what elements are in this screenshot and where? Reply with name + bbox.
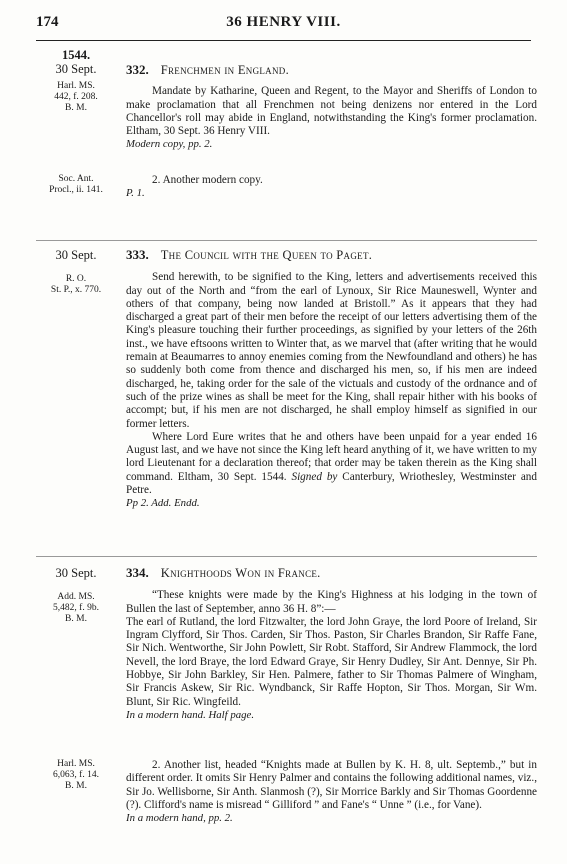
entry-text: Mandate by Katharine, Queen and Regent, to the Mayor and Sheriffs of London to make proclamation that all Frenchmen not being denizens nor entered in the Lord Chancellor's roll may abide in England, notwithstanding the King's former proclamation. Eltham, 30 Sept. 36 Henry VIII. <box>126 85 537 138</box>
signatories: Canterbury, Wriothesley, Westminster and Petre. <box>126 470 537 497</box>
entry-332 <box>36 48 537 228</box>
source-reference <box>36 274 116 296</box>
entry-body <box>126 566 537 722</box>
entry-number: 333. <box>126 247 149 262</box>
entry-text-2: 2. Another modern copy. <box>152 174 263 186</box>
header-rule <box>36 40 531 41</box>
entry-paragraph-2 <box>126 431 537 497</box>
source-line: B. M. <box>65 781 87 791</box>
entry-note: Pp 2. Add. Endd. <box>126 497 200 510</box>
entry-note: Modern copy, pp. 2. <box>126 138 213 151</box>
source-reference <box>36 81 116 114</box>
entry-number: 332. <box>126 62 149 77</box>
source-line: Add. MS. <box>57 592 95 602</box>
entry-date: 30 Sept. <box>55 248 97 262</box>
entry-body-2 <box>126 174 537 201</box>
entry-date <box>36 48 116 76</box>
entry-number: 334. <box>126 565 149 580</box>
entry-body <box>126 63 537 152</box>
source-reference <box>36 592 116 625</box>
source-line: Harl. MS. <box>57 81 95 91</box>
entry-note-2: In a modern hand, pp. 2. <box>126 812 233 825</box>
signed-label: Signed by <box>291 470 338 483</box>
entry-note-2: P. 1. <box>126 187 145 200</box>
entry-heading <box>126 248 537 262</box>
source-line: Soc. Ant. <box>58 174 94 184</box>
source-line: Harl. MS. <box>57 759 95 769</box>
source-line: 5,482, f. 9b. <box>53 603 99 613</box>
entry-quote: “These knights were made by the King's Highness at his lodging in the town of Bullen the last of September, anno 36 H. 8”:— <box>126 589 537 615</box>
entry-body-2 <box>126 759 537 825</box>
entry-title: Knighthoods Won in France. <box>160 566 321 580</box>
source-line: 6,063, f. 14. <box>53 770 99 780</box>
source-line: R. O. <box>65 274 87 284</box>
source-line: B. M. <box>65 614 87 624</box>
page-header <box>36 14 531 36</box>
entry-333 <box>36 248 537 548</box>
entry-date: 30 Sept. <box>55 566 97 580</box>
page-number: 174 <box>36 14 59 30</box>
entry-334 <box>36 566 537 856</box>
source-line: Procl., ii. 141. <box>49 185 103 195</box>
entry-text-2: 2. Another list, headed “Knights made at Bullen by K. H. 8, ult. Septemb.,” but in different order. It omits Sir Henry Palmer and contains the following additional names, viz., Sir Jo. Wellisborne, Sir Anth. Slanmosh (?), Sir Morrice Barkly and Sir Thomas Goordenne (?). Clifford's name is misread “ Gilliford ” and Fane's “ Unne ” (i.e., for Vane). <box>126 759 537 811</box>
entry-body <box>126 248 537 511</box>
source-line: B. M. <box>65 103 87 113</box>
source-line: 442, f. 208. <box>54 92 98 102</box>
entry-day: 30 Sept. <box>55 62 97 76</box>
source-reference-2 <box>36 759 116 792</box>
source-reference-2 <box>36 174 116 196</box>
source-line: St. P., x. 770. <box>50 285 102 295</box>
entry-year: 1544. <box>61 48 91 62</box>
entry-paragraph-1: Send herewith, to be signified to the King, letters and advertisements received this day out of the North and “from the earl of Lynoux, Sir Rice Mauneswell, Wynter and others of that company, being now landed at Bristoll.” As it appears that they had discharged a great part of their men before the receipt of our letters advertising them of the King's pleasure touching their further proceedings, as signified by your letters of the 26th inst., we have eftsoons written to Winter that, as we marvel that (after writing that he would remain at Beaumarres to annoy enemies coming from the Newfoundland and others) he has so suddenly both come from thence and discharged his men, so, if his men are indeed discharged, he, taking order for the sale of the victuals and custody of the ordnance and of such of the prize wines as shall be meet for the King, shall repair hither with his books of accompt; but, if his men are not discharged, he shall employ himself as signified in our former letters. <box>126 271 537 430</box>
section-divider <box>36 240 537 241</box>
entry-title: Frenchmen in England. <box>160 63 290 77</box>
entry-heading <box>126 566 537 580</box>
entry-heading <box>126 63 537 77</box>
entry-title: The Council with the Queen to Paget. <box>160 248 373 262</box>
entry-note: In a modern hand. Half page. <box>126 708 255 721</box>
running-title: 36 HENRY VIII. <box>226 14 341 30</box>
section-divider <box>36 556 537 557</box>
paragraph-text: Where Lord Eure writes that he and others have been unpaid for a year ended 16 August last, and we have not since the King left heard anything of it, we have written to my lord Lieutenant for a declaration thereof; that order may be taken therein as the King shall command. Eltham, 30 Sept. 1544. <box>126 430 537 483</box>
knights-list: The earl of Rutland, the lord Fitzwalter, the lord John Graye, the lord Poore of Ireland, Sir Ingram Clyfford, Sir Thos. Carden, Sir Thos. Paston, Sir Charles Brandon, Sir Raffe Fane, Sir Nich. Wentworthe, Sir John Powlett, Sir Robt. Stafford, Sir Andrew Flammock, the lord Nevell, the lord Braye, the lord Edward Graye, Sir Henry Dudley, Sir Ant. Dennye, Sir Ph. Hobbye, Sir John Barkley, Sir Hen. Palmere, father to Sir Thomas Palmere of Wingham, Sir Francis Askew, Sir Ric. Wyndbanck, Sir Raffe Hopton, Sir Thos. Morgan, Sir Wm. Blunt, Sir Ric. Wingfeild. <box>126 615 537 708</box>
